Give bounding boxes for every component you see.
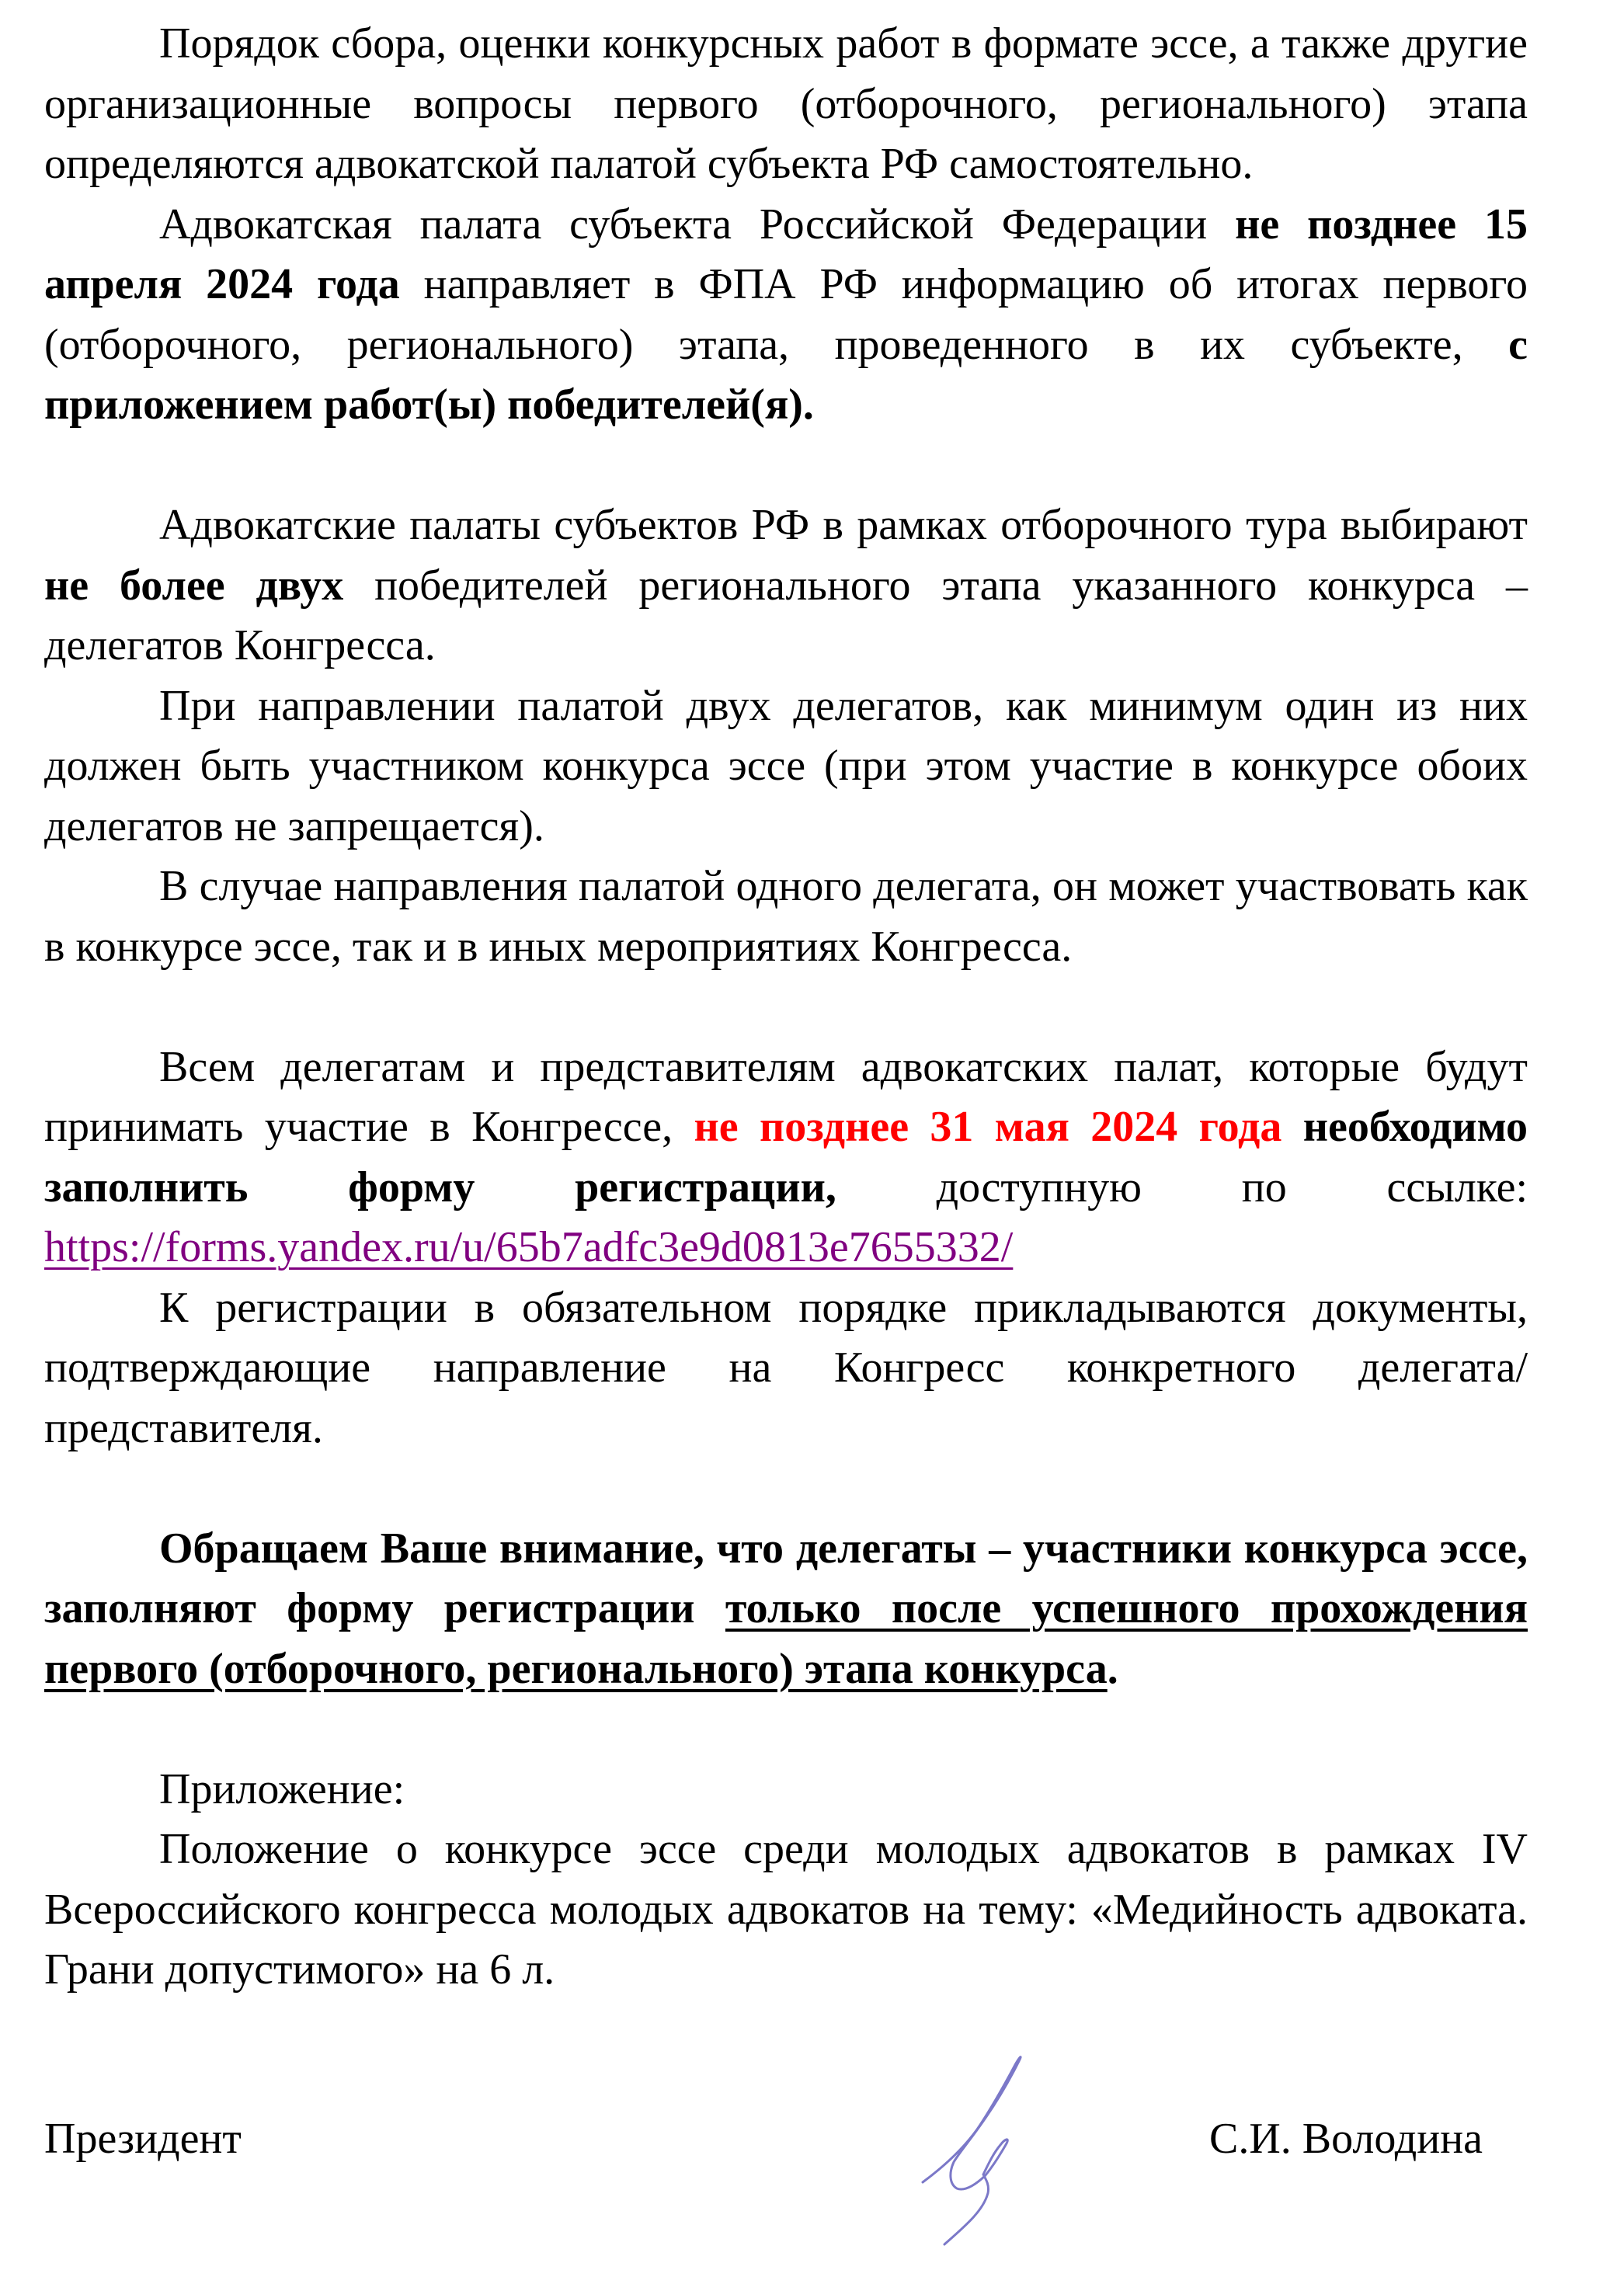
paragraph-attention-notice <box>44 1519 1528 1700</box>
document-page <box>44 14 1528 2001</box>
text: . <box>1107 1644 1118 1693</box>
signatory-role: Президент <box>44 2115 242 2163</box>
signature-block <box>44 2109 1528 2171</box>
spacer <box>44 436 1528 496</box>
signatory-name: С.И. Володина <box>1209 2115 1483 2163</box>
registration-form-link[interactable]: https://forms.yandex.ru/u/65b7adfc3e9d0813e7655332/ <box>44 1223 1014 1271</box>
limit-bold: не более двух <box>44 561 344 610</box>
text: Порядок сбора, оценки конкурсных работ в формате эссе, а также другие организационные вопросы первого (отборочного, регионального) этапа определяются адвокатской палатой субъекта РФ самостоятельно. <box>44 19 1528 188</box>
text: Адвокатская палата субъекта Российской Федерации <box>159 200 1236 249</box>
text: Положение о конкурсе эссе среди молодых адвокатов в рамках IV Всероссийского конгресса молодых адвокатов на тему: «Медийность адвоката. Грани допустимого» на 6 л. <box>44 1825 1528 1994</box>
attachment-heading <box>44 1760 1528 1820</box>
registration-deadline-red: не позднее 31 мая 2024 года <box>694 1103 1282 1151</box>
text: Приложение: <box>159 1764 405 1813</box>
text: При направлении палатой двух делегатов, как минимум один из них должен быть участником конкурса эссе (при этом участие в конкурсе обоих делегатов не запрещается). <box>44 681 1528 850</box>
spacer <box>44 1699 1528 1760</box>
text: К регистрации в обязательном порядке прикладываются документы, подтверждающие направление на Конгресс конкретного делегата/представителя. <box>44 1283 1528 1452</box>
text: Всем делегатам и представителям адвокатских палат, которые будут принимать участие в Конгрессе, <box>44 1042 1528 1151</box>
text: доступную по ссылке: <box>836 1163 1528 1212</box>
underlined-condition: только после успешного прохождения первого (отборочного, регионального) этапа конкурса <box>44 1584 1528 1693</box>
attachment-note-bold: с приложением работ(ы) победителей(я). <box>44 320 1528 429</box>
paragraph-winner-limit <box>44 495 1528 676</box>
attachment-description <box>44 1820 1528 2001</box>
paragraph-essay-procedure <box>44 14 1528 195</box>
text: направляет в ФПА РФ информацию об итогах первого (отборочного, регионального) этапа, проведенного в их субъекте, <box>44 260 1528 369</box>
spacer <box>44 1458 1528 1519</box>
spacer <box>44 977 1528 1038</box>
deadline-bold: не позднее 15 апреля 2024 года <box>44 200 1528 308</box>
text: В случае направления палатой одного делегата, он может участвовать как в конкурсе эссе, так и в иных мероприятиях Конгресса. <box>44 862 1528 971</box>
paragraph-regional-deadline <box>44 195 1528 436</box>
paragraph-registration <box>44 1038 1528 1278</box>
text: победителей регионального этапа указанного конкурса – делегатов Конгресса. <box>44 561 1528 669</box>
text: Обращаем Ваше внимание, что делегаты – участники конкурса эссе, заполняют форму регистрации <box>44 1524 1528 1632</box>
text: Адвокатские палаты субъектов РФ в рамках отборочного тура выбирают <box>159 501 1528 549</box>
paragraph-one-delegate <box>44 857 1528 977</box>
registration-required-bold: необходимо заполнить форму регистрации, <box>44 1103 1528 1212</box>
paragraph-two-delegates <box>44 676 1528 857</box>
paragraph-registration-documents <box>44 1278 1528 1459</box>
